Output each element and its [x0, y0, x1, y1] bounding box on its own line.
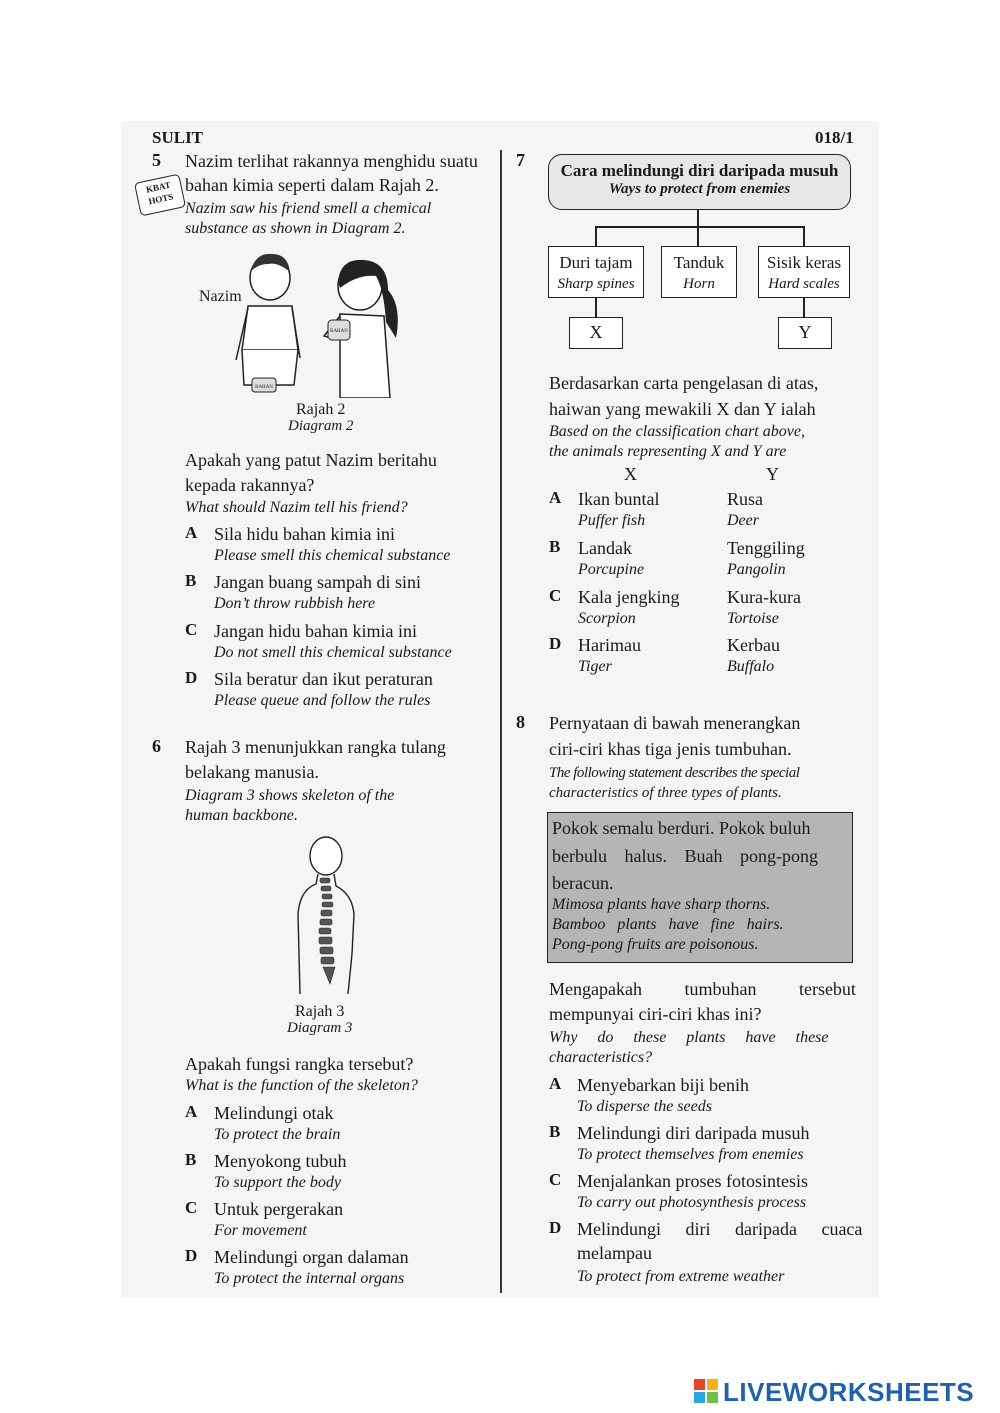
q5-question-ms-2: kepada rakannya?: [185, 475, 315, 495]
q8-question-en-1: Why do these plants have these: [549, 1029, 829, 1046]
q7-option-c[interactable]: [549, 586, 849, 632]
box-label-en: Sharp spines: [557, 276, 635, 292]
option-text-en: Don’t throw rubbish here: [214, 595, 376, 612]
chart-connector-main: [697, 209, 699, 226]
option-letter: D: [549, 1218, 562, 1237]
q5-figure-caption-en: Diagram 2: [288, 418, 354, 434]
option-text-ms: Sila beratur dan ikut peraturan: [214, 669, 433, 689]
chart-title-ms: Cara melindungi diri daripada musuh: [560, 161, 839, 180]
option-text-ms: Menyokong tubuh: [214, 1151, 347, 1171]
option-letter: D: [185, 1246, 198, 1265]
option-text-en: To disperse the seeds: [577, 1098, 712, 1115]
box-label-ms: Tanduk: [673, 253, 725, 272]
option-letter: C: [549, 1170, 562, 1189]
q8-number: 8: [516, 712, 525, 732]
chart-connector-left: [595, 226, 597, 246]
q6-stem-en-1: Diagram 3 shows skeleton of the: [185, 787, 395, 804]
option-letter: A: [549, 1074, 562, 1093]
option-letter: C: [185, 1198, 198, 1217]
classification-chart-title-box: [548, 154, 851, 210]
q6-stem-ms-2: belakang manusia.: [185, 762, 319, 782]
column-divider: [500, 150, 502, 1293]
q7-option-a[interactable]: [549, 488, 849, 534]
q8-box-en-1: Mimosa plants have sharp thorns.: [552, 896, 771, 913]
option-y-ms: Tenggiling: [727, 538, 805, 558]
option-y-en: Deer: [727, 512, 759, 529]
option-text-en: Please queue and follow the rules: [214, 692, 431, 709]
q8-box-ms-2: berbulu halus. Buah pong-pong: [552, 846, 818, 866]
q5-stem-ms-2: bahan kimia seperti dalam Rajah 2.: [185, 175, 439, 195]
q8-box-en-3: Pong-pong fruits are poisonous.: [552, 936, 759, 953]
option-x-en: Puffer fish: [578, 512, 646, 529]
box-y-label: Y: [798, 322, 812, 342]
option-text-en: Please smell this chemical substance: [214, 547, 451, 564]
option-text-ms: Menjalankan proses fotosintesis: [577, 1171, 808, 1191]
chart-box-sharp-spines: [548, 246, 644, 298]
box-label-ms: Duri tajam: [559, 253, 633, 272]
q5-stem-ms-1: Nazim terlihat rakannya menghidu suatu: [185, 151, 478, 171]
box-label-en: Horn: [683, 276, 715, 292]
header-paper-code: 018/1: [815, 128, 854, 147]
chart-connector-x: [595, 297, 597, 317]
option-x-ms: Ikan buntal: [578, 489, 660, 509]
chart-box-x: [569, 317, 623, 349]
q5-figure-name-label: Nazim: [199, 288, 242, 305]
q6-question-ms: Apakah fungsi rangka tersebut?: [185, 1054, 414, 1074]
q7-column-x-header: X: [624, 464, 637, 484]
option-text-ms: Jangan buang sampah di sini: [214, 572, 421, 592]
option-text-ms: Sila hidu bahan kimia ini: [214, 524, 395, 544]
option-text-ms: Menyebarkan biji benih: [577, 1075, 749, 1095]
q5-question-en: What should Nazim tell his friend?: [185, 499, 408, 516]
q5-stem-en-2: substance as shown in Diagram 2.: [185, 220, 406, 237]
q7-option-d[interactable]: [549, 634, 849, 680]
q6-number: 6: [152, 736, 161, 756]
q7-stem-ms-1: Berdasarkan carta pengelasan di atas,: [549, 373, 819, 393]
option-y-en: Pangolin: [727, 561, 786, 578]
liveworksheets-logo-text: LIVEWORKSHEETS: [723, 1376, 975, 1407]
option-letter: D: [185, 668, 198, 687]
option-text-ms: Untuk pergerakan: [214, 1199, 344, 1219]
liveworksheets-logo-icon: [694, 1379, 720, 1405]
chart-connector-y: [803, 297, 805, 317]
option-text-ms: Melindungi organ dalaman: [214, 1247, 409, 1267]
box-label-en: Hard scales: [768, 276, 840, 292]
chart-box-y: [778, 317, 832, 349]
human-backbone-illustration: [290, 834, 370, 994]
chart-title-en: Ways to protect from enemies: [608, 181, 791, 197]
q8-stem-en-2: characteristics of three types of plants.: [549, 785, 782, 801]
option-letter: D: [549, 634, 562, 653]
q6-figure-caption-en: Diagram 3: [287, 1020, 353, 1036]
q5-question-ms-1: Apakah yang patut Nazim beritahu: [185, 450, 437, 470]
option-y-ms: Rusa: [727, 489, 763, 509]
option-y-ms: Kerbau: [727, 635, 780, 655]
option-text-ms: Melindungi otak: [214, 1103, 334, 1123]
option-text-ms: Melindungi diri daripada cuaca: [577, 1219, 863, 1239]
chart-box-hard-scales: [758, 246, 850, 298]
q6-stem-en-2: human backbone.: [185, 807, 298, 824]
q5-stem-en-1: Nazim saw his friend smell a chemical: [185, 200, 432, 217]
jar-label-lower: BAHAN: [255, 385, 273, 390]
option-y-en: Buffalo: [727, 658, 775, 675]
q5-figure-caption-ms: Rajah 2: [296, 401, 346, 418]
option-letter: C: [549, 586, 562, 605]
option-letter: A: [549, 488, 562, 507]
q6-figure-caption-ms: Rajah 3: [295, 1003, 345, 1020]
option-x-ms: Landak: [578, 538, 632, 558]
option-letter: B: [549, 1122, 561, 1141]
q6-question-en: What is the function of the skeleton?: [185, 1077, 418, 1094]
q6-stem-ms-1: Rajah 3 menunjukkan rangka tulang: [185, 737, 446, 757]
chart-connector-middle: [697, 226, 699, 246]
option-y-ms: Kura-kura: [727, 587, 801, 607]
q7-option-b[interactable]: [549, 537, 849, 583]
q8-question-ms-1: Mengapakah tumbuhan tersebut: [549, 979, 856, 999]
option-letter: B: [549, 537, 561, 556]
smelling-chemical-illustration: [228, 250, 418, 398]
jar-label-upper: BAHAN: [330, 329, 348, 334]
option-text-ms-continued: melampau: [577, 1243, 652, 1263]
option-x-en: Porcupine: [578, 561, 645, 578]
option-text-en: To protect the brain: [214, 1126, 341, 1143]
option-x-en: Tiger: [578, 658, 612, 675]
q7-stem-ms-2: haiwan yang mewakili X dan Y ialah: [549, 399, 816, 419]
q8-stem-en-1: The following statement describes the special: [549, 765, 800, 781]
kbat-hots-badge: KBAT HOTS: [134, 174, 186, 217]
chart-connector-right: [803, 226, 805, 246]
option-text-en: To protect themselves from enemies: [577, 1146, 804, 1163]
option-letter: C: [185, 620, 198, 639]
option-letter: B: [185, 571, 197, 590]
option-text-ms: Melindungi diri daripada musuh: [577, 1123, 810, 1143]
chart-connector-horizontal: [595, 226, 803, 228]
q8-question-ms-2: mempunyai ciri-ciri khas ini?: [549, 1004, 762, 1024]
option-x-ms: Kala jengking: [578, 587, 680, 607]
q8-box-ms-3: beracun.: [552, 873, 614, 893]
option-text-en: To carry out photosynthesis process: [577, 1194, 807, 1211]
option-y-en: Tortoise: [727, 610, 779, 627]
option-x-ms: Harimau: [578, 635, 641, 655]
liveworksheets-logo[interactable]: [694, 1377, 974, 1407]
option-text-en: To protect from extreme weather: [577, 1268, 785, 1285]
option-text-en: Do not smell this chemical substance: [214, 644, 452, 661]
q8-question-en-2: characteristics?: [549, 1049, 653, 1066]
option-x-en: Scorpion: [578, 610, 636, 627]
q7-stem-en-2: the animals representing X and Y are: [549, 443, 787, 460]
option-text-en: To support the body: [214, 1174, 341, 1191]
q8-stem-ms-2: ciri-ciri khas tiga jenis tumbuhan.: [549, 739, 792, 759]
q8-box-en-2: Bamboo plants have fine hairs.: [552, 916, 784, 933]
option-letter: A: [185, 1102, 198, 1121]
option-text-en: To protect the internal organs: [214, 1270, 405, 1287]
option-letter: A: [185, 523, 198, 542]
q7-number: 7: [516, 150, 525, 170]
q7-stem-en-1: Based on the classification chart above,: [549, 423, 805, 440]
q7-column-y-header: Y: [766, 464, 779, 484]
chart-box-horn: [661, 246, 737, 298]
box-x-label: X: [589, 322, 603, 342]
option-text-ms: Jangan hidu bahan kimia ini: [214, 621, 417, 641]
box-label-ms: Sisik keras: [766, 253, 842, 272]
q5-number: 5: [152, 150, 161, 170]
header-confidential: SULIT: [152, 128, 204, 147]
option-text-en: For movement: [214, 1222, 307, 1239]
q8-stem-ms-1: Pernyataan di bawah menerangkan: [549, 713, 801, 733]
q8-box-ms-1: Pokok semalu berduri. Pokok buluh: [552, 818, 811, 838]
option-letter: B: [185, 1150, 197, 1169]
